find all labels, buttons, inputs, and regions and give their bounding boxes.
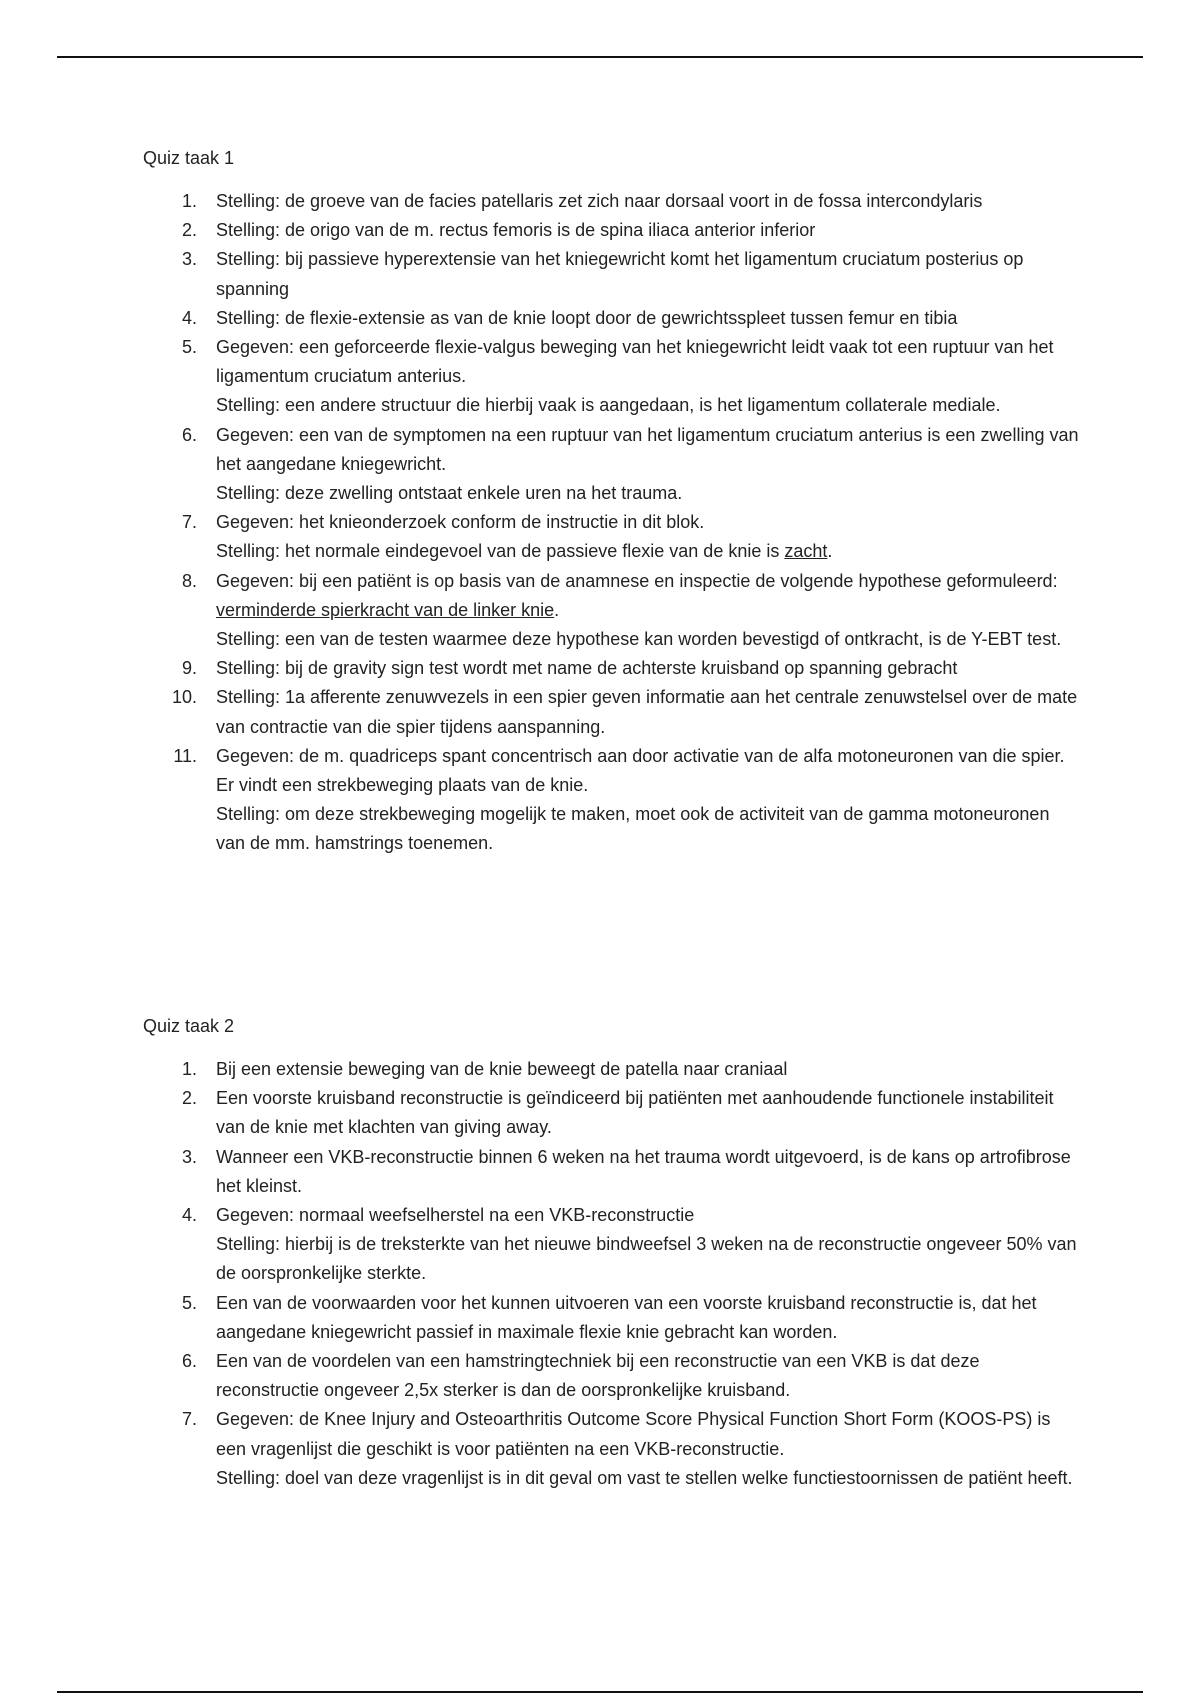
list-item: [143, 1289, 1083, 1347]
item-text: Een voorste kruisband reconstructie is geïndiceerd bij patiënten met aanhoudende functionele instabiliteit van de knie met klachten van giving away.: [216, 1088, 1054, 1138]
statement-text: Stelling: het normale eindegevoel van de passieve flexie van de knie is: [216, 541, 785, 562]
list-item: [143, 508, 1083, 566]
item-given: Gegeven: de m. quadriceps spant concentrisch aan door activatie van de alfa motoneuronen van die spier. Er vindt een strekbeweging plaats van de knie.: [216, 745, 1065, 796]
header-rule: [57, 56, 1143, 58]
list-item: [143, 216, 1083, 245]
list-item: [143, 683, 1083, 741]
list-item: [143, 742, 1083, 859]
item-given: Gegeven: een van de symptomen na een ruptuur van het ligamentum cruciatum anterius is een zwelling van het aangedane kniegewricht.: [216, 424, 1079, 474]
item-given: Gegeven: normaal weefselherstel na een VKB-reconstructie: [216, 1205, 695, 1226]
statement-end: .: [827, 541, 833, 562]
item-text: Stelling: de groeve van de facies patellaris zet zich naar dorsaal voort in de fossa intercondylaris: [216, 191, 983, 211]
item-number: 6.: [181, 1351, 197, 1372]
item-statement: Stelling: om deze strekbeweging mogelijk te maken, moet ook de activiteit van de gamma motoneuronen van de mm. hamstrings toenemen.: [216, 804, 1050, 854]
quiz-section-2: [143, 1012, 1083, 1493]
item-given: Gegeven: een geforceerde flexie-valgus beweging van het kniegewricht leidt vaak tot een ruptuur van het ligamentum cruciatum anterius.: [216, 337, 1054, 387]
item-number: 7.: [181, 512, 197, 533]
item-given: [216, 567, 1083, 625]
item-text: Stelling: 1a afferente zenuwvezels in een spier geven informatie aan het centrale zenuwstelsel over de mate van contractie van die spier tijdens aanspanning.: [216, 687, 1078, 737]
list-item: [143, 567, 1083, 655]
item-number: 5.: [181, 337, 197, 358]
list-item: [143, 1084, 1083, 1142]
item-number: 6.: [181, 424, 197, 445]
list-item: [143, 1201, 1083, 1289]
list-item: [143, 1143, 1083, 1201]
item-number: 9.: [181, 658, 197, 679]
item-number: 4.: [181, 307, 197, 328]
quiz-title: Quiz taak 1: [143, 148, 235, 168]
list-item: [143, 245, 1083, 303]
item-text: Een van de voorwaarden voor het kunnen uitvoeren van een voorste kruisband reconstructie is, dat het aangedane kniegewricht passief in maximale flexie knie gebracht kan worden.: [216, 1292, 1037, 1342]
item-statement: Stelling: hierbij is de treksterkte van het nieuwe bindweefsel 3 weken na de reconstructie ongeveer 50% van de oorspronkelijke sterkte.: [216, 1234, 1077, 1284]
item-number: 7.: [181, 1409, 197, 1430]
list-item: [143, 421, 1083, 509]
quiz-section-1: [143, 144, 1083, 859]
item-number: 5.: [181, 1292, 197, 1313]
given-end: .: [554, 599, 560, 620]
item-text: Stelling: bij de gravity sign test wordt met name de achterste kruisband op spanning gebracht: [216, 658, 958, 679]
list-item: [143, 654, 1083, 683]
item-statement: Stelling: doel van deze vragenlijst is in dit geval om vast te stellen welke functiestoornissen de patiënt heeft.: [216, 1467, 1073, 1488]
question-list: [143, 187, 1083, 859]
item-number: 2.: [181, 1088, 197, 1109]
item-text: Een van de voordelen van een hamstringtechniek bij een reconstructie van een VKB is dat deze reconstructie ongeveer 2,5x sterker is dan de oorspronkelijke kruisband.: [216, 1351, 980, 1401]
item-number: 2.: [181, 220, 197, 241]
list-item: [143, 1405, 1083, 1493]
quiz-title: Quiz taak 2: [143, 1016, 235, 1036]
list-item: [143, 304, 1083, 333]
item-statement: [216, 537, 1083, 566]
list-item: [143, 1347, 1083, 1405]
item-statement: Stelling: deze zwelling ontstaat enkele uren na het trauma.: [216, 483, 683, 504]
list-item: [143, 333, 1083, 421]
item-number: 11.: [173, 745, 197, 766]
item-number: 3.: [181, 1146, 197, 1167]
item-text: Stelling: bij passieve hyperextensie van het kniegewricht komt het ligamentum cruciatum posterius op spanning: [216, 249, 1024, 299]
underlined-text: verminderde spierkracht van de linker knie: [216, 599, 555, 620]
item-text: Bij een extensie beweging van de knie beweegt de patella naar craniaal: [216, 1059, 788, 1079]
item-text: Stelling: de origo van de m. rectus femoris is de spina iliaca anterior inferior: [216, 220, 816, 241]
question-list: [143, 1055, 1083, 1493]
item-number: 8.: [181, 570, 197, 591]
footer-rule: [57, 1691, 1143, 1693]
item-number: 10.: [171, 687, 197, 708]
item-text: Wanneer een VKB-reconstructie binnen 6 weken na het trauma wordt uitgevoerd, is de kans op artrofibrose het kleinst.: [216, 1146, 1071, 1196]
item-given: Gegeven: de Knee Injury and Osteoarthritis Outcome Score Physical Function Short Form (KOOS-PS) is een vragenlijst die geschikt is voor patiënten na een VKB-reconstructie.: [216, 1409, 1051, 1459]
item-statement: Stelling: een van de testen waarmee deze hypothese kan worden bevestigd of ontkracht, is de Y-EBT test.: [216, 629, 1062, 650]
item-number: 1.: [181, 191, 197, 211]
item-given: Gegeven: het knieonderzoek conform de instructie in dit blok.: [216, 512, 705, 533]
item-number: 4.: [181, 1205, 197, 1226]
list-item: [143, 1055, 1083, 1084]
item-text: Stelling: de flexie-extensie as van de knie loopt door de gewrichtsspleet tussen femur en tibia: [216, 307, 958, 328]
item-statement: Stelling: een andere structuur die hierbij vaak is aangedaan, is het ligamentum collaterale mediale.: [216, 395, 1001, 416]
given-text: Gegeven: bij een patiënt is op basis van de anamnese en inspectie de volgende hypothese geformuleerd:: [216, 570, 1058, 591]
underlined-text: zacht: [784, 541, 828, 562]
item-number: 3.: [181, 249, 197, 270]
list-item: [143, 187, 1083, 216]
item-number: 1.: [181, 1059, 197, 1079]
